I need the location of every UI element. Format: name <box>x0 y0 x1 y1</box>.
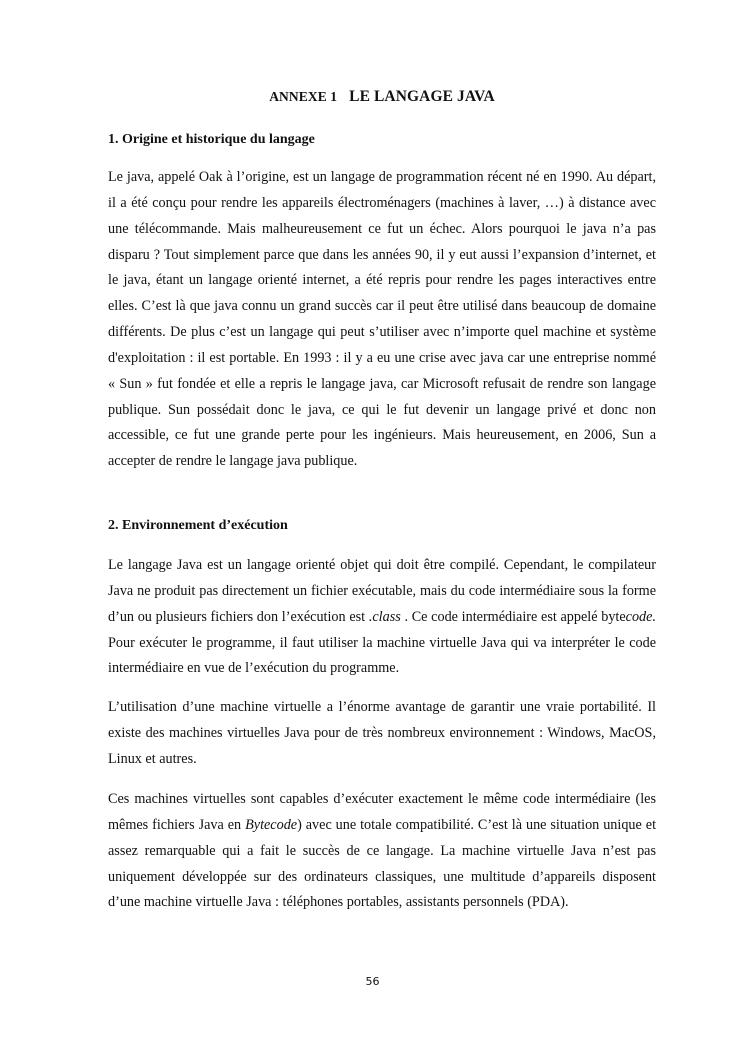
annex-title <box>108 88 656 106</box>
p1-text-b: . Ce code intermédiaire est appelé byte <box>404 608 626 625</box>
section-2-paragraph-1 <box>108 553 656 682</box>
section-1-heading: 1. Origine et historique du langage <box>108 132 315 147</box>
section-2-paragraph-2: L’utilisation d’une machine virtuelle a l’énorme avantage de garantir une vraie portabilité. Il existe des machines virtuelles Java pour de très nombreux environnement : Windows, MacOS, Linux et autres. <box>108 699 656 767</box>
section-2-paragraph-3 <box>108 787 656 916</box>
p3-text-b: ) avec une totale compatibilité. C’est là une situation unique et assez remarquable qui a fait le succès de ce langage. La machine virtuelle Java n’est pas uniquement développée sur des ordinateurs classiques, une multitude d’appareils disposent d’une machine virtuelle Java : téléphones portables, assistants personnels (PDA). <box>108 816 657 911</box>
p1-code-term: code. <box>625 608 656 625</box>
section-1-paragraph: Le java, appelé Oak à l’origine, est un langage de programmation récent né en 1990. Au départ, il a été conçu pour rendre les appareils électroménagers (machines à laver, …) à distance avec une télécommande. Mais malheureusement ce fut un échec. Alors pourquoi le java n’a pas disparu ? Tout simplement parce que dans les années 90, il y eut aussi l’expansion d’internet, et le java, étant un langage orienté internet, a été repris pour rendre les pages interactives entre elles. C’est là que java connu un grand succès car il peut être utilisé dans beaucoup de domaine différents. De plus c’est un langage qui peut s’utiliser avec n’importe quel machine et système d'exploitation : il est portable. En 1993 : il y a eu une crise avec java car une entreprise nommé « Sun » fut fondée et elle a repris le langage java, car Microsoft refusait de rendre son langage publique. Sun possédait donc le java, ce qui le fut devenir un langage privé et donc non accessible, ce fut une grande perte pour les ingénieurs. Mais heureusement, en 2006, Sun a accepter de rendre le langage java publique. <box>108 169 656 470</box>
p3-bytecode-term: Bytecode <box>245 816 298 833</box>
p1-class-term: .class <box>368 608 401 625</box>
p1-text-a: Le langage Java est un langage orienté objet qui doit être compilé. Cependant, le compilateur Java ne produit pas directement un fichier exécutable, mais du code intermédiaire sous la forme d’un ou plusieurs fichiers don l’exécution est <box>108 557 656 625</box>
section-2-heading: 2. Environnement d’exécution <box>108 518 288 533</box>
p1-text-c: Pour exécuter le programme, il faut utiliser la machine virtuelle Java qui va interpréter le code intermédiaire en vue de l’exécution du programme. <box>108 634 656 677</box>
annex-label: ANNEXE 1 <box>269 89 338 104</box>
page-number: 56 <box>365 975 380 988</box>
p3-text-a: Ces machines virtuelles sont capables d’exécuter exactement le même code intermédiaire (les mêmes fichiers Java en <box>108 791 656 833</box>
annex-heading: LE LANGAGE JAVA <box>349 88 495 105</box>
